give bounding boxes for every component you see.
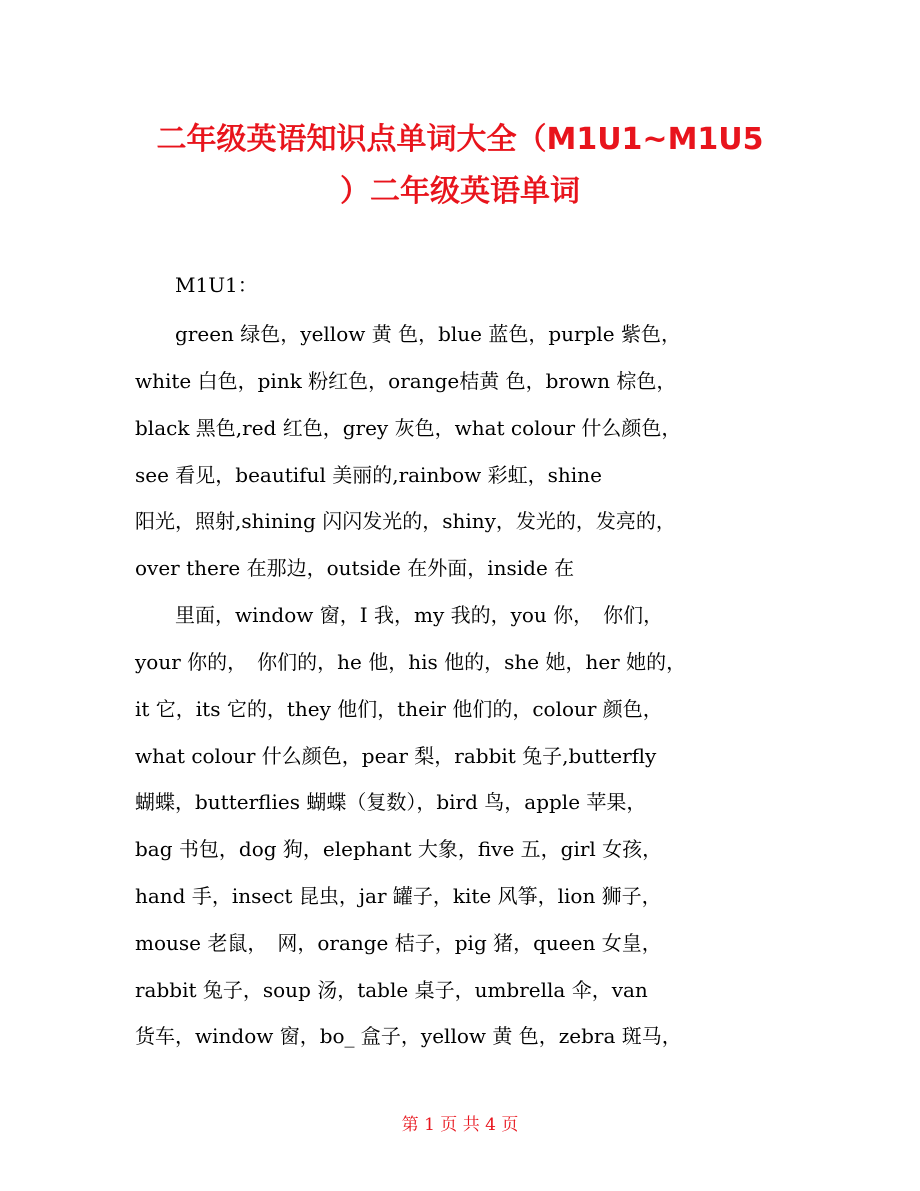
body-line-5: see 看见，beautiful 美丽的,rainbow 彩虹，shine [135, 463, 602, 487]
body-line-1: M1U1： [135, 273, 258, 297]
body-line-15: mouse 老鼠， 网，orange 桔子，pig 猪，queen 女皇， [135, 931, 662, 955]
page-title-line-1: 二年级英语知识点单词大全（M1U1~M1U5 [156, 122, 764, 157]
body-line-17: 货车，window 窗，bo_ 盒子，yellow 黄 色，zebra 斑马， [135, 1024, 682, 1048]
body-line-11: what colour 什么颜色，pear 梨，rabbit 兔子,butterfly [135, 744, 657, 768]
body-line-2: green 绿色，yellow 黄 色，blue 蓝色，purple 紫色， [135, 322, 681, 346]
body-line-12: 蝴蝶，butterflies 蝴蝶（复数），bird 鸟，apple 苹果， [135, 790, 647, 814]
body-line-9: your 你的， 你们的，he 他，his 他的，she 她，her 她的， [135, 650, 687, 674]
body-line-13: bag 书包，dog 狗，elephant 大象，five 五，girl 女孩， [135, 837, 663, 861]
page-footer: 第 1 页 共 4 页 [401, 1115, 519, 1135]
body-line-4: black 黑色,red 红色，grey 灰色，what colour 什么颜色， [135, 416, 682, 440]
body-line-10: it 它，its 它的，they 他们，their 他们的，colour 颜色， [135, 697, 663, 721]
body-line-3: white 白色，pink 粉红色，orange桔黄 色，brown 棕色， [135, 369, 677, 393]
page-title-line-2: ）二年级英语单词 [340, 174, 580, 209]
body-line-8: 里面，window 窗，I 我，my 我的，you 你， 你们， [135, 603, 664, 627]
body-line-7: over there 在那边，outside 在外面，inside 在 [135, 556, 575, 580]
body-line-6: 阳光，照射,shining 闪闪发光的，shiny，发光的，发亮的， [135, 509, 676, 533]
body-line-16: rabbit 兔子，soup 汤，table 桌子，umbrella 伞，van [135, 978, 648, 1002]
body-line-14: hand 手，insect 昆虫，jar 罐子，kite 风筝，lion 狮子， [135, 884, 662, 908]
